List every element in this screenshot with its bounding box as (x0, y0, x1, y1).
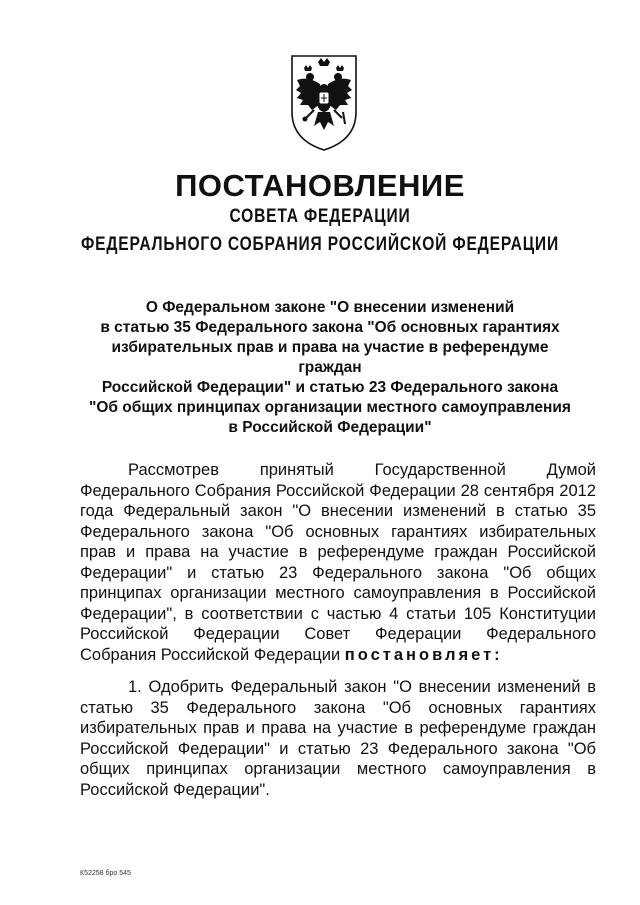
clause-1-paragraph: 1. Одобрить Федеральный закон "О внесении изменений в статью 35 Федерального закона "Об основных гарантиях избирательных прав и права на участие в референдуме граждан Российской Федерации" и статью 23 Федерального закона "Об общих принципах организации местного самоуправления в Российской Федерации". (80, 678, 596, 799)
document-title: ПОСТАНОВЛЕНИЕ (175, 168, 465, 203)
preamble-text: Рассмотрев принятый Государственной Думой Федерального Собрания Российской Федерации 28 сентября 2012 года Федеральный закон "О внесении изменений в статью 35 Федерального закона "Об основных гарантиях избирательных прав и права на участие в референдуме граждан Российской Федерации" и статью 23 Федерального закона "Об общих принципах организации местного самоуправления в Российской Федерации", в соответствии с частью 4 статьи 105 Конституции Российской Федерации Совет Федерации Федерального Собрания Российской Федерации (80, 461, 596, 664)
issuer-line-1: СОВЕТА ФЕДЕРАЦИИ (229, 206, 411, 227)
resolves-keyword: постановляет: (344, 645, 503, 664)
subject-line: О Федеральном законе "О внесении изменений (145, 299, 515, 316)
resolution-subject (80, 298, 580, 438)
document-code: К52258 бро 545 (80, 870, 131, 877)
subject-line: в статью 35 Федерального закона "Об основных гарантиях (100, 319, 560, 336)
preamble-paragraph (80, 460, 596, 665)
double-headed-eagle-icon (288, 50, 360, 154)
issuer-line-2: ФЕДЕРАЛЬНОГО СОБРАНИЯ РОССИЙСКОЙ ФЕДЕРАЦИИ (81, 234, 559, 255)
subject-line: в Российской Федерации" (228, 419, 432, 436)
subject-line: Российской Федерации" и статью 23 Федерального закона (101, 379, 559, 396)
subject-line: избирательных прав и права на участие в референдуме граждан (111, 339, 549, 376)
subject-line: "Об общих принципах организации местного самоуправления (89, 399, 571, 416)
